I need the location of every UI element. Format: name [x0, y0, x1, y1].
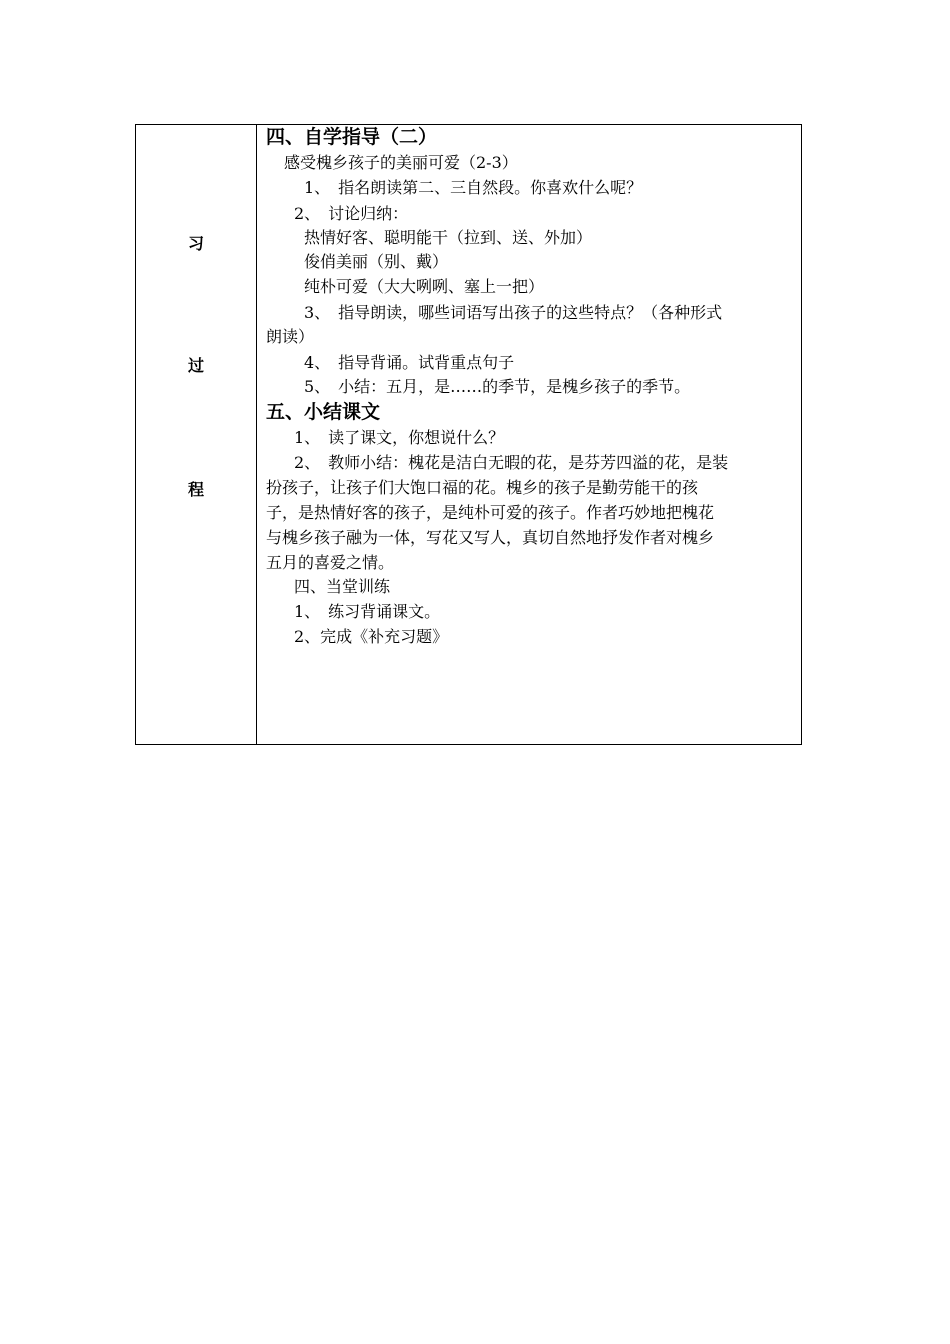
section-heading: 五、小结课文 [266, 401, 381, 423]
left-label-char: 程 [187, 480, 204, 499]
text-line: 1、 练习背诵课文。 [294, 602, 441, 621]
text-line: 子，是热情好客的孩子，是纯朴可爱的孩子。作者巧妙地把槐花 [266, 503, 715, 522]
text-line: 俊俏美丽（别、戴） [304, 252, 449, 271]
text-line: 1、 指名朗读第二、三自然段。你喜欢什么呢？ [304, 178, 643, 197]
lesson-table [135, 124, 802, 745]
text-line: 五月的喜爱之情。 [266, 553, 395, 572]
text-line: 4、 指导背诵。试背重点句子 [304, 353, 515, 372]
text-line: 感受槐乡孩子的美丽可爱（2-3） [284, 153, 518, 172]
column-divider [256, 125, 257, 744]
text-line: 2、完成《补充习题》 [294, 627, 449, 646]
text-line: 纯朴可爱（大大咧咧、塞上一把） [304, 277, 545, 296]
left-label-char: 过 [187, 356, 204, 375]
text-line: 与槐乡孩子融为一体，写花又写人，真切自然地抒发作者对槐乡 [266, 528, 715, 547]
text-line: 扮孩子，让孩子们大饱口福的花。槐乡的孩子是勤劳能干的孩 [266, 478, 699, 497]
left-label-char: 习 [187, 234, 204, 253]
text-line: 朗读） [266, 327, 315, 346]
text-line: 四、当堂训练 [294, 577, 391, 596]
text-line: 2、 教师小结：槐花是洁白无暇的花，是芬芳四溢的花，是装 [294, 453, 729, 472]
section-heading: 四、自学指导（二） [266, 126, 438, 148]
text-line: 3、 指导朗读，哪些词语写出孩子的这些特点？（各种形式 [304, 303, 723, 322]
text-line: 5、 小结：五月，是……的季节，是槐乡孩子的季节。 [304, 377, 691, 396]
text-line: 1、 读了课文，你想说什么？ [294, 428, 505, 447]
text-line: 2、 讨论归纳： [294, 204, 409, 223]
text-line: 热情好客、聪明能干（拉到、送、外加） [304, 228, 593, 247]
